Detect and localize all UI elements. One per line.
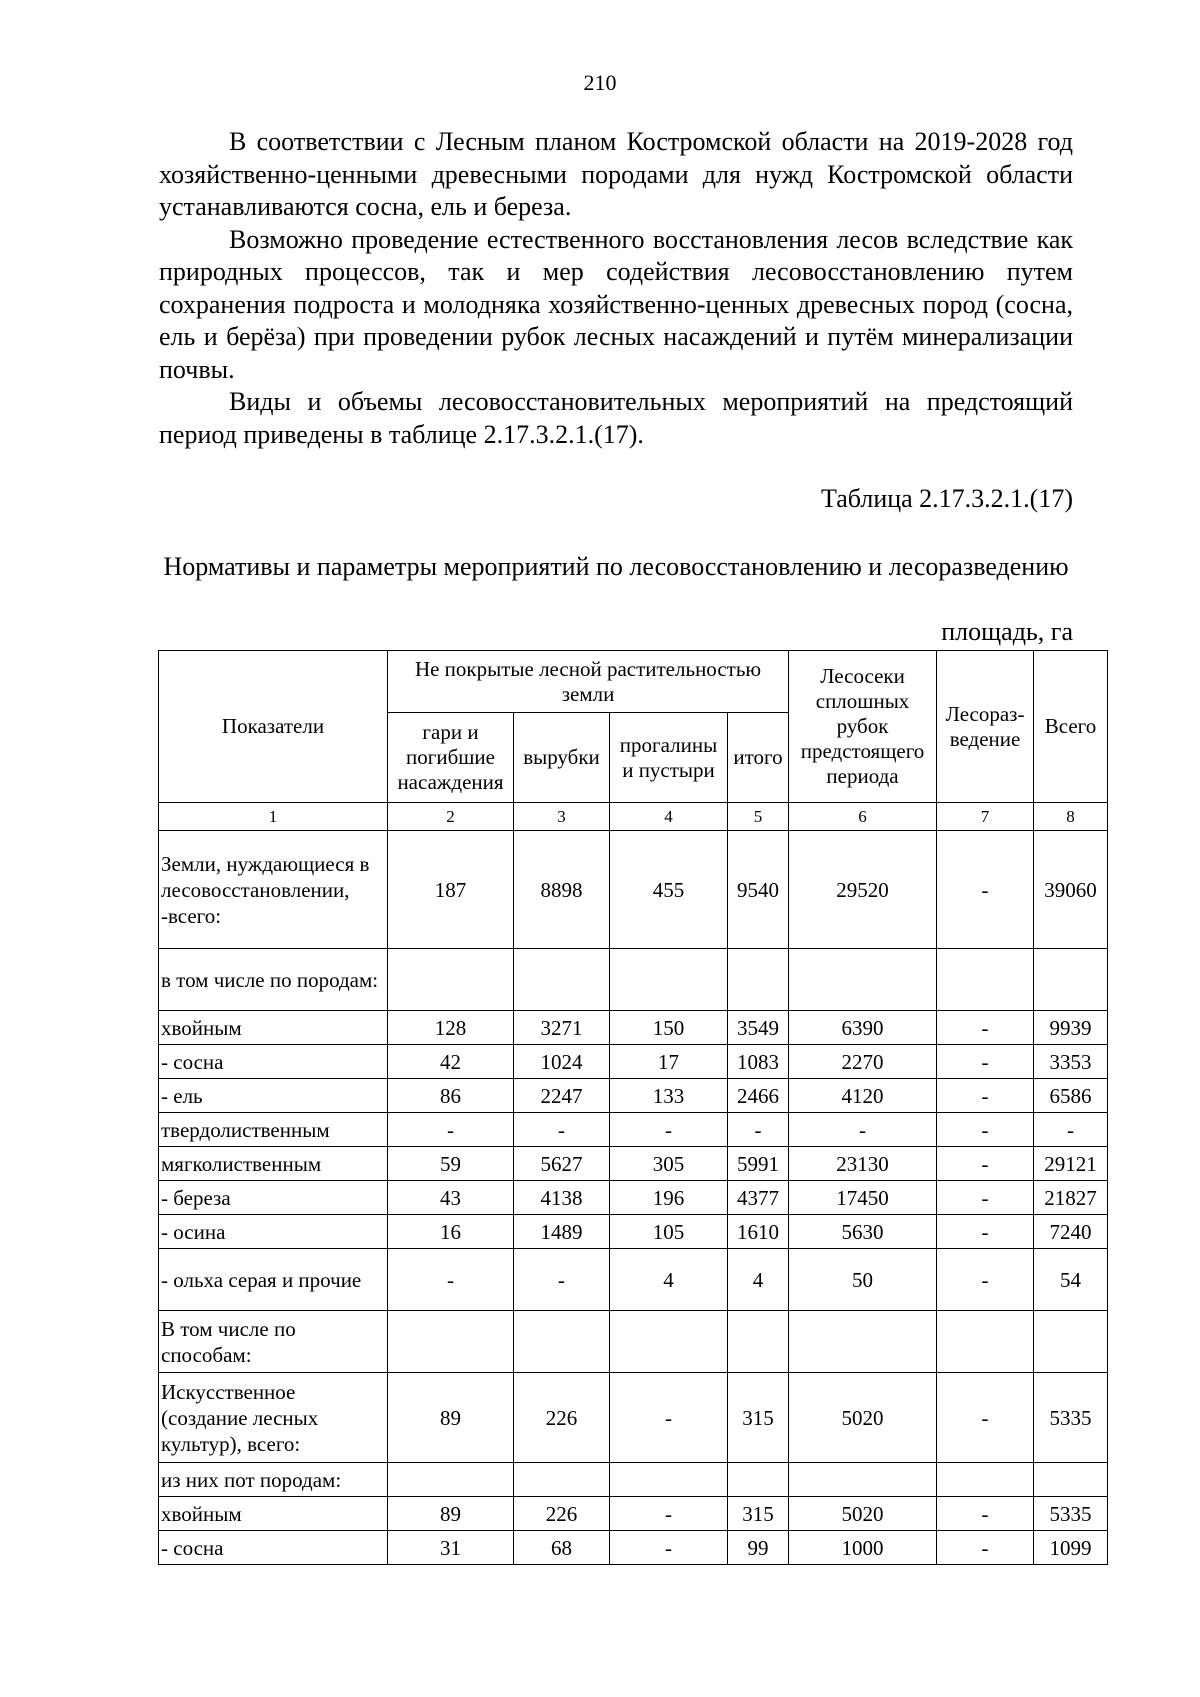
table-cell: 86 — [388, 1079, 514, 1113]
row-label: твердолиственным — [159, 1113, 388, 1147]
table-row — [159, 1011, 1108, 1045]
table-cell: 54 — [1034, 1249, 1108, 1311]
table-cell: - — [610, 1373, 728, 1463]
table-cell — [728, 1463, 789, 1497]
column-number: 1 — [159, 803, 388, 831]
table-cell: 3549 — [728, 1011, 789, 1045]
table-cell: 2247 — [514, 1079, 610, 1113]
header-subtotal: итого — [728, 713, 789, 803]
table-cell: - — [937, 1079, 1034, 1113]
table-cell — [728, 949, 789, 1011]
table-cell: - — [610, 1497, 728, 1531]
table-cell: 105 — [610, 1215, 728, 1249]
table-cell: - — [514, 1249, 610, 1311]
table-cell — [388, 949, 514, 1011]
table-cell: - — [937, 1011, 1034, 1045]
column-number: 2 — [388, 803, 514, 831]
row-label: - ольха серая и прочие — [159, 1249, 388, 1311]
table-cell: - — [937, 1181, 1034, 1215]
paragraph: В соответствии с Лесным планом Костромской области на 2019-2028 год хозяйственно-ценными древесными породами для нужд Костромской области устанавливаются сосна, ель и береза. — [159, 127, 1073, 221]
table-cell: 1024 — [514, 1045, 610, 1079]
table-row — [159, 1249, 1108, 1311]
table-cell: 6390 — [789, 1011, 937, 1045]
table-cell: 128 — [388, 1011, 514, 1045]
table-row — [159, 1531, 1108, 1565]
table-cell: 29520 — [789, 831, 937, 949]
table-cell: 1000 — [789, 1531, 937, 1565]
header-total: Всего — [1034, 651, 1108, 803]
table-cell — [514, 1463, 610, 1497]
page-number: 210 — [583, 70, 617, 95]
row-label: - сосна — [159, 1531, 388, 1565]
row-label: - береза — [159, 1181, 388, 1215]
row-label: хвойным — [159, 1497, 388, 1531]
header-burns: гари и погибшие насаждения — [388, 713, 514, 803]
table-cell: 1099 — [1034, 1531, 1108, 1565]
table-cell — [388, 1311, 514, 1373]
table-cell: 2466 — [728, 1079, 789, 1113]
table-cell: 4377 — [728, 1181, 789, 1215]
header-indicators: Показатели — [159, 651, 388, 803]
table-row — [159, 1373, 1108, 1463]
table-cell: - — [937, 1249, 1034, 1311]
table-row — [159, 1147, 1108, 1181]
row-label: Земли, нуждающиеся в лесовосстановлении, -всего: — [159, 831, 388, 949]
column-number: 8 — [1034, 803, 1108, 831]
table-row — [159, 1497, 1108, 1531]
table-row — [159, 1311, 1108, 1373]
table-cell: 305 — [610, 1147, 728, 1181]
table-row — [159, 1045, 1108, 1079]
column-number: 4 — [610, 803, 728, 831]
header-uncovered-group: Не покрытые лесной растительностью земли — [388, 651, 789, 713]
row-label: из них пот породам: — [159, 1463, 388, 1497]
table-label: Таблица 2.17.3.2.1.(17) — [820, 484, 1073, 513]
table-cell: - — [610, 1531, 728, 1565]
table-cell: 1083 — [728, 1045, 789, 1079]
table-cell: 4 — [610, 1249, 728, 1311]
header-glades: прогалины и пустыри — [610, 713, 728, 803]
table-cell: - — [937, 831, 1034, 949]
row-label: хвойным — [159, 1011, 388, 1045]
table-cell: 6586 — [1034, 1079, 1108, 1113]
table-cell — [1034, 1311, 1108, 1373]
column-number-row — [159, 803, 1108, 831]
table-cell: 39060 — [1034, 831, 1108, 949]
table-cell: 42 — [388, 1045, 514, 1079]
table-cell: 226 — [514, 1497, 610, 1531]
table-cell: 1610 — [728, 1215, 789, 1249]
table-cell: - — [937, 1045, 1034, 1079]
body-text — [159, 126, 1073, 451]
row-label: - осина — [159, 1215, 388, 1249]
unit-label: площадь, га — [941, 617, 1073, 646]
table-cell — [789, 1463, 937, 1497]
column-number: 3 — [514, 803, 610, 831]
table-cell: 187 — [388, 831, 514, 949]
data-table — [158, 650, 1108, 1565]
table-row — [159, 1113, 1108, 1147]
row-label: В том числе по способам: — [159, 1311, 388, 1373]
table-cell: 89 — [388, 1373, 514, 1463]
column-number: 5 — [728, 803, 789, 831]
table-cell: 9939 — [1034, 1011, 1108, 1045]
column-number: 7 — [937, 803, 1034, 831]
table-cell: - — [728, 1113, 789, 1147]
table-cell: 315 — [728, 1373, 789, 1463]
table-cell: 5020 — [789, 1373, 937, 1463]
table-cell — [789, 949, 937, 1011]
table-cell: 50 — [789, 1249, 937, 1311]
table-row — [159, 831, 1108, 949]
table-cell: 43 — [388, 1181, 514, 1215]
table-cell: - — [937, 1497, 1034, 1531]
table-cell — [610, 1311, 728, 1373]
table-cell: - — [937, 1113, 1034, 1147]
table-cell: - — [937, 1373, 1034, 1463]
table-cell: 16 — [388, 1215, 514, 1249]
table-cell — [388, 1463, 514, 1497]
table-cell: - — [388, 1113, 514, 1147]
table-cell: 5335 — [1034, 1497, 1108, 1531]
table-title: Нормативы и параметры мероприятий по лесовосстановлению и лесоразведению — [163, 552, 1069, 581]
table-cell: 9540 — [728, 831, 789, 949]
table-cell — [937, 1311, 1034, 1373]
table-cell — [610, 1463, 728, 1497]
table-cell — [514, 1311, 610, 1373]
table-cell — [1034, 1463, 1108, 1497]
table-cell: - — [789, 1113, 937, 1147]
table-row — [159, 1181, 1108, 1215]
table-cell: 21827 — [1034, 1181, 1108, 1215]
table-cell: 3353 — [1034, 1045, 1108, 1079]
table-cell: 150 — [610, 1011, 728, 1045]
table-cell: 5020 — [789, 1497, 937, 1531]
table-cell — [514, 949, 610, 1011]
table-cell — [610, 949, 728, 1011]
table-cell: 3271 — [514, 1011, 610, 1045]
table-cell: 5335 — [1034, 1373, 1108, 1463]
header-clearings: вырубки — [514, 713, 610, 803]
table-cell: 99 — [728, 1531, 789, 1565]
row-label: - сосна — [159, 1045, 388, 1079]
table-cell: - — [937, 1531, 1034, 1565]
table-cell: 226 — [514, 1373, 610, 1463]
table-cell: 29121 — [1034, 1147, 1108, 1181]
table-cell: 17450 — [789, 1181, 937, 1215]
table-cell: 4 — [728, 1249, 789, 1311]
table-cell: 2270 — [789, 1045, 937, 1079]
table-cell: 4120 — [789, 1079, 937, 1113]
table-body — [159, 803, 1108, 1565]
table-cell: - — [1034, 1113, 1108, 1147]
table-cell: - — [610, 1113, 728, 1147]
row-label: - ель — [159, 1079, 388, 1113]
table-cell: 68 — [514, 1531, 610, 1565]
paragraph: Виды и объемы лесовосстановительных мероприятий на предстоящий период приведены в таблице 2.17.3.2.1.(17). — [159, 387, 1073, 449]
table-cell: - — [937, 1215, 1034, 1249]
row-label: мягколиственным — [159, 1147, 388, 1181]
table-cell: 7240 — [1034, 1215, 1108, 1249]
table-cell: 5627 — [514, 1147, 610, 1181]
table-row — [159, 949, 1108, 1011]
table-cell — [937, 1463, 1034, 1497]
table-row — [159, 1463, 1108, 1497]
header-clearcuts: Лесосеки сплошных рубок предстоящего периода — [789, 651, 937, 803]
table-cell: 59 — [388, 1147, 514, 1181]
table-cell: 1489 — [514, 1215, 610, 1249]
row-label: в том числе по породам: — [159, 949, 388, 1011]
table-cell: 23130 — [789, 1147, 937, 1181]
table-cell: 17 — [610, 1045, 728, 1079]
table-cell — [1034, 949, 1108, 1011]
table-cell: 133 — [610, 1079, 728, 1113]
table-cell: 315 — [728, 1497, 789, 1531]
table-cell: - — [937, 1147, 1034, 1181]
table-cell — [789, 1311, 937, 1373]
table-row — [159, 1215, 1108, 1249]
table-cell: 5991 — [728, 1147, 789, 1181]
table-cell: 31 — [388, 1531, 514, 1565]
table-cell: 455 — [610, 831, 728, 949]
header-afforestation: Лесораз-ведение — [937, 651, 1034, 803]
table-cell — [728, 1311, 789, 1373]
table-cell: - — [388, 1249, 514, 1311]
table-cell: 4138 — [514, 1181, 610, 1215]
table-cell: - — [514, 1113, 610, 1147]
table-cell: 196 — [610, 1181, 728, 1215]
row-label: Искусственное (создание лесных культур), всего: — [159, 1373, 388, 1463]
table-cell: 5630 — [789, 1215, 937, 1249]
paragraph: Возможно проведение естественного восстановления лесов вследствие как природных процессов, так и мер содействия лесовосстановлению путем сохранения подроста и молодняка хозяйственно-ценных древесных пород (сосна, ель и берёза) при проведении рубок лесных насаждений и путём минерализации почвы. — [159, 224, 1073, 384]
table-cell: 89 — [388, 1497, 514, 1531]
column-number: 6 — [789, 803, 937, 831]
table-cell — [937, 949, 1034, 1011]
table-row — [159, 1079, 1108, 1113]
table-cell: 8898 — [514, 831, 610, 949]
